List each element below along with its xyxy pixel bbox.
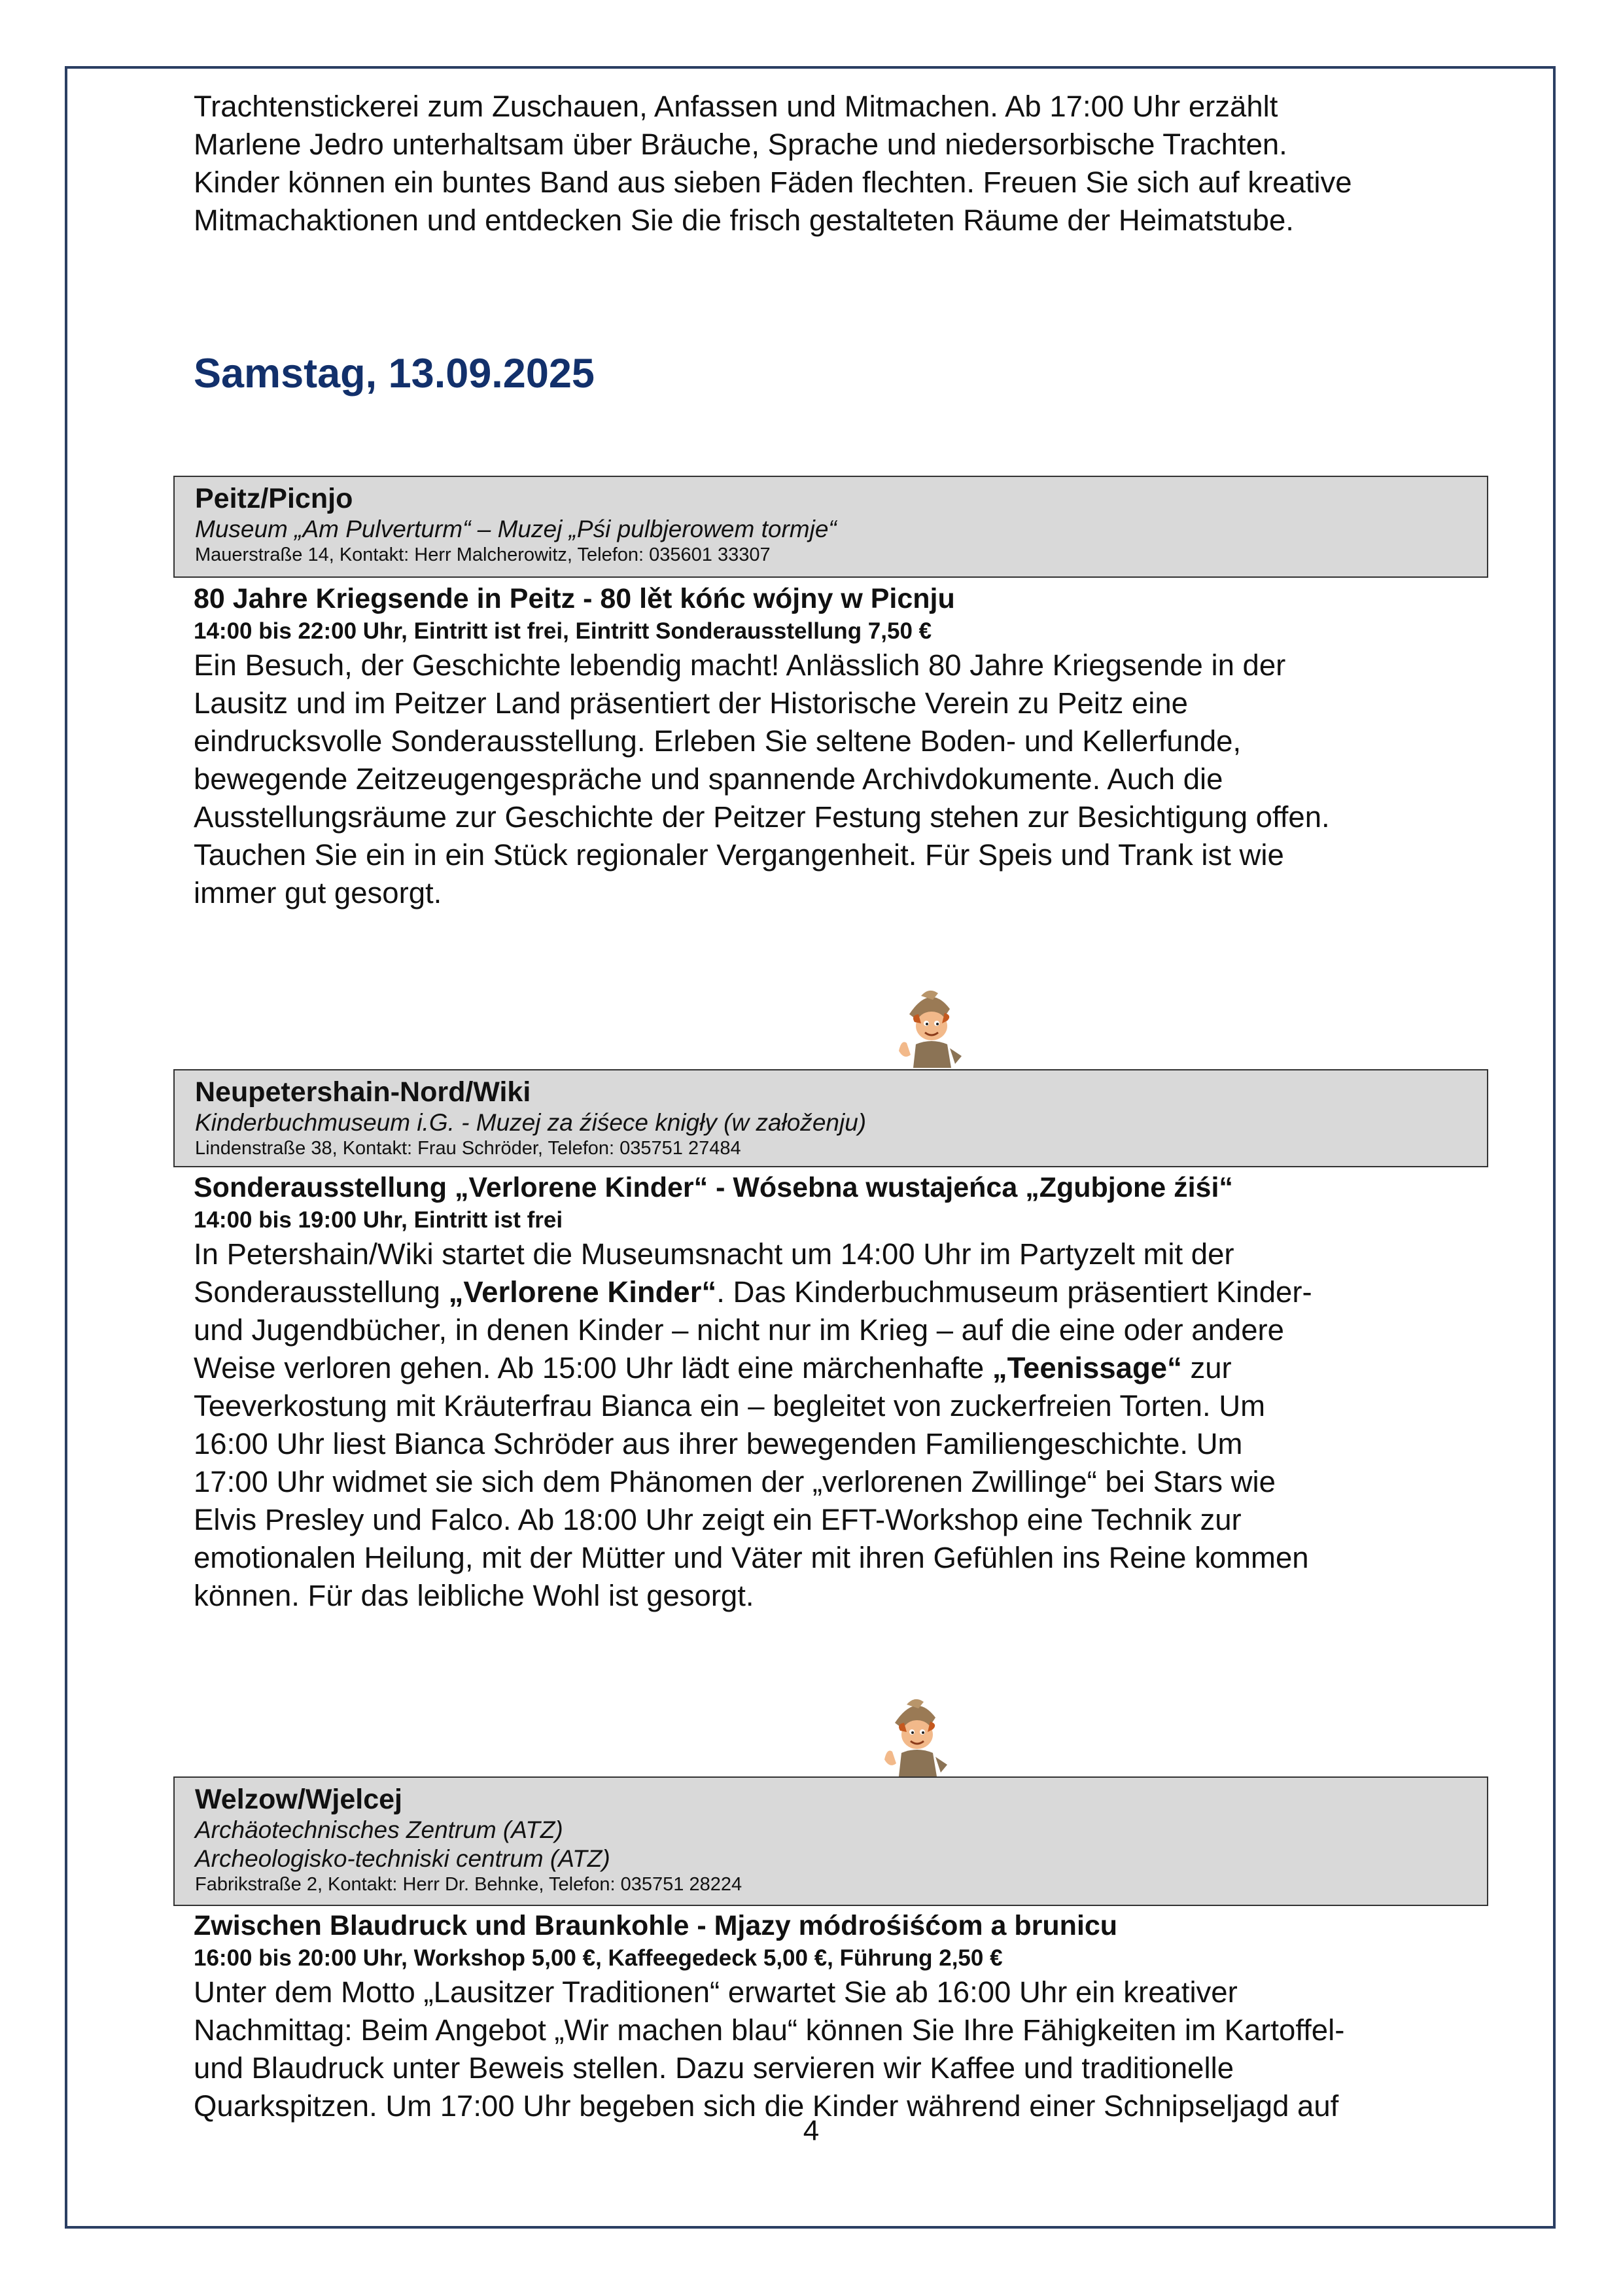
desc-part: . Das Kinderbuchmuseum präsentiert Kinder- und Jugendbücher, in denen Kinder – nicht nur im Krieg – auf die eine oder andere Weise verloren gehen. Ab 15:00 Uhr lädt eine märchenhafte — [194, 1275, 1312, 1385]
event-welzow — [194, 1908, 1489, 2125]
event-neupetershain — [194, 1170, 1489, 1615]
venue-subtitle-2: Archeologisko-techniski centrum (ATZ) — [195, 1845, 610, 1872]
venue-box-neupetershain — [173, 1069, 1488, 1167]
event-time: 14:00 bis 22:00 Uhr, Eintritt ist frei, Eintritt Sonderausstellung 7,50 € — [194, 618, 932, 644]
venue-subtitle: Museum „Am Pulverturm“ – Muzej „Pśi pulbjerowem tormje“ — [195, 516, 837, 542]
venue-address: Lindenstraße 38, Kontakt: Frau Schröder, Telefon: 035751 27484 — [195, 1138, 741, 1159]
event-title: 80 Jahre Kriegsende in Peitz - 80 lět kóńc wójny w Picnju — [194, 583, 955, 614]
day-heading: Samstag, 13.09.2025 — [194, 351, 595, 397]
event-time: 14:00 bis 19:00 Uhr, Eintritt ist frei — [194, 1207, 563, 1233]
event-peitz — [194, 581, 1489, 912]
event-description — [194, 1235, 1489, 1615]
mascot-icon — [870, 1691, 962, 1776]
desc-bold: „Teenissage“ — [992, 1351, 1182, 1385]
intro-text: Trachtenstickerei zum Zuschauen, Anfassen und Mitmachen. Ab 17:00 Uhr erzählt Marlene Jedro unterhaltsam über Bräuche, Sprache und niedersorbische Trachten. Kinder können ein buntes Band aus sieben Fäden flechten. Freuen Sie sich auf kreative Mitmachaktionen und entdecken Sie die frisch gestalteten Räume der Heimatstube. — [194, 90, 1352, 237]
desc-part: zur Teeverkostung mit Kräuterfrau Bianca ein – begleitet von zuckerfreien Torten. Um 16:00 Uhr liest Bianca Schröder aus ihrer bewegenden Familiengeschichte. Um 17:00 Uhr widmet sie sich dem Phänomen der „verlorenen Zwillinge“ bei Stars wie Elvis Presley und Falco. Ab 18:00 Uhr zeigt ein EFT-Workshop eine Technik zur emotionalen Heilung, mit der Mütter und Väter mit ihren Gefühlen ins Reine kommen können. Für das leibliche Wohl ist gesorgt. — [194, 1351, 1309, 1612]
desc-part: In Petershain/Wiki startet die Museumsnacht um 14:00 Uhr im Partyzelt mit der Sonderausstellung — [194, 1237, 1234, 1309]
intro-paragraph — [194, 88, 1489, 239]
event-title: Sonderausstellung „Verlorene Kinder“ - Wósebna wustajeńca „Zgubjone źiśi“ — [194, 1172, 1233, 1203]
event-time: 16:00 bis 20:00 Uhr, Workshop 5,00 €, Kaffeegedeck 5,00 €, Führung 2,50 € — [194, 1945, 1003, 1971]
event-description: Ein Besuch, der Geschichte lebendig macht! Anlässlich 80 Jahre Kriegsende in der Lausitz und im Peitzer Land präsentiert der Historische Verein zu Peitz eine eindrucksvolle Sonderausstellung. Erleben Sie seltene Boden- und Kellerfunde, bewegende Zeitzeugengespräche und spannende Archivdokumente. Auch die Ausstellungsräume zur Geschichte der Peitzer Festung stehen zur Besichtigung offen. Tauchen Sie ein in ein Stück regionaler Vergangenheit. Für Speis und Trank ist wie immer gut gesorgt. — [194, 648, 1330, 910]
venue-box-peitz — [173, 476, 1488, 578]
venue-address: Fabrikstraße 2, Kontakt: Herr Dr. Behnke, Telefon: 035751 28224 — [195, 1874, 742, 1895]
venue-name: Neupetershain-Nord/Wiki — [195, 1076, 531, 1108]
venue-subtitle: Kinderbuchmuseum i.G. - Muzej za źiśece knigły (w załoženju) — [195, 1109, 867, 1136]
venue-subtitle: Archäotechnisches Zentrum (ATZ) — [195, 1816, 563, 1843]
desc-bold: „Verlorene Kinder“ — [448, 1275, 717, 1309]
event-title: Zwischen Blaudruck und Braunkohle - Mjazy módrośiśćom a brunicu — [194, 1910, 1118, 1941]
venue-name: Peitz/Picnjo — [195, 483, 353, 514]
page-number: 4 — [803, 2115, 820, 2147]
venue-address: Mauerstraße 14, Kontakt: Herr Malcherowitz, Telefon: 035601 33307 — [195, 544, 771, 565]
event-description: Unter dem Motto „Lausitzer Traditionen“ erwartet Sie ab 16:00 Uhr ein kreativer Nachmittag: Beim Angebot „Wir machen blau“ können Sie Ihre Fähigkeiten im Kartoffel- und Blaudruck unter Beweis stellen. Dazu servieren wir Kaffee und traditionelle Quarkspitzen. Um 17:00 Uhr begeben sich die Kinder während einer Schnipseljagd auf — [194, 1975, 1345, 2123]
mascot-icon — [884, 983, 976, 1068]
venue-name: Welzow/Wjelcej — [195, 1784, 402, 1815]
venue-box-welzow — [173, 1776, 1488, 1906]
